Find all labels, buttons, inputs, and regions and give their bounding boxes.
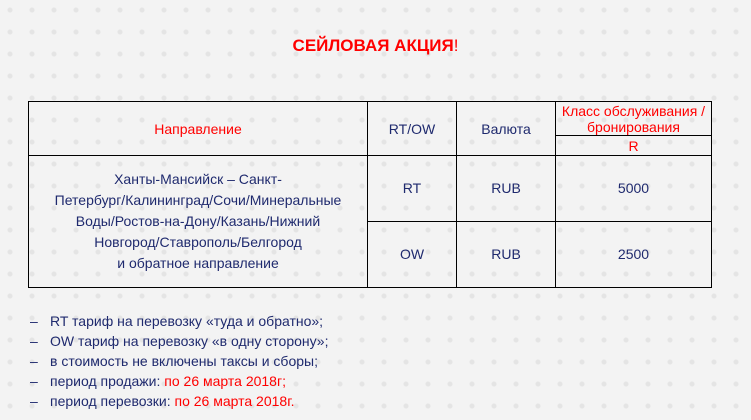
- header-rt-ow: RT/OW: [368, 102, 457, 156]
- currency-cell: RUB: [457, 221, 556, 287]
- price-cell: 5000: [556, 156, 712, 221]
- header-service-class: Класс обслуживания / бронирования: [556, 102, 712, 136]
- list-item: [30, 311, 328, 331]
- dash-marker: –: [30, 393, 38, 409]
- header-direction: Направление: [29, 102, 368, 156]
- fare-type-cell: RT: [368, 156, 457, 221]
- route-cell: [29, 156, 368, 288]
- route-line: Петербург/Калининград/Сочи/Минеральные: [54, 192, 342, 209]
- header-currency: Валюта: [457, 102, 556, 156]
- dash-marker: –: [30, 313, 38, 329]
- list-item: [30, 351, 328, 371]
- note-text: RT тариф на перевозку «туда и обратно»;: [50, 313, 324, 329]
- header-class-code: R: [556, 136, 712, 156]
- dash-marker: –: [30, 333, 38, 349]
- dash-marker: –: [30, 373, 38, 389]
- title-text: СЕЙЛОВАЯ АКЦИЯ: [292, 36, 454, 55]
- currency-cell: RUB: [457, 156, 556, 221]
- note-text: OW тариф на перевозку «в одну сторону»;: [50, 333, 329, 349]
- fare-table: [28, 101, 712, 288]
- note-highlight: по 26 марта 2018г.: [174, 393, 295, 409]
- list-item: [30, 331, 328, 351]
- fare-type-cell: OW: [368, 221, 457, 287]
- note-text: период перевозки:: [50, 393, 175, 409]
- table-header-row: [29, 102, 712, 136]
- table-row: [29, 156, 712, 221]
- note-text: период продажи:: [50, 373, 165, 389]
- route-line: Новгород/Ставрополь/Белгород: [94, 234, 302, 251]
- note-highlight: по 26 марта 2018г;: [164, 373, 286, 389]
- page-title: [0, 36, 751, 56]
- price-cell: 2500: [556, 221, 712, 287]
- route-line: Ханты-Мансийск – Санкт-: [114, 171, 282, 188]
- route-line: и обратное направление: [117, 255, 279, 272]
- route-line: Воды/Ростов-на-Дону/Казань/Нижний: [75, 213, 321, 230]
- notes-list: [30, 311, 328, 411]
- title-exclamation: !: [453, 36, 459, 55]
- dash-marker: –: [30, 353, 38, 369]
- list-item: [30, 391, 328, 411]
- note-text: в стоимость не включены таксы и сборы;: [50, 353, 318, 369]
- list-item: [30, 371, 328, 391]
